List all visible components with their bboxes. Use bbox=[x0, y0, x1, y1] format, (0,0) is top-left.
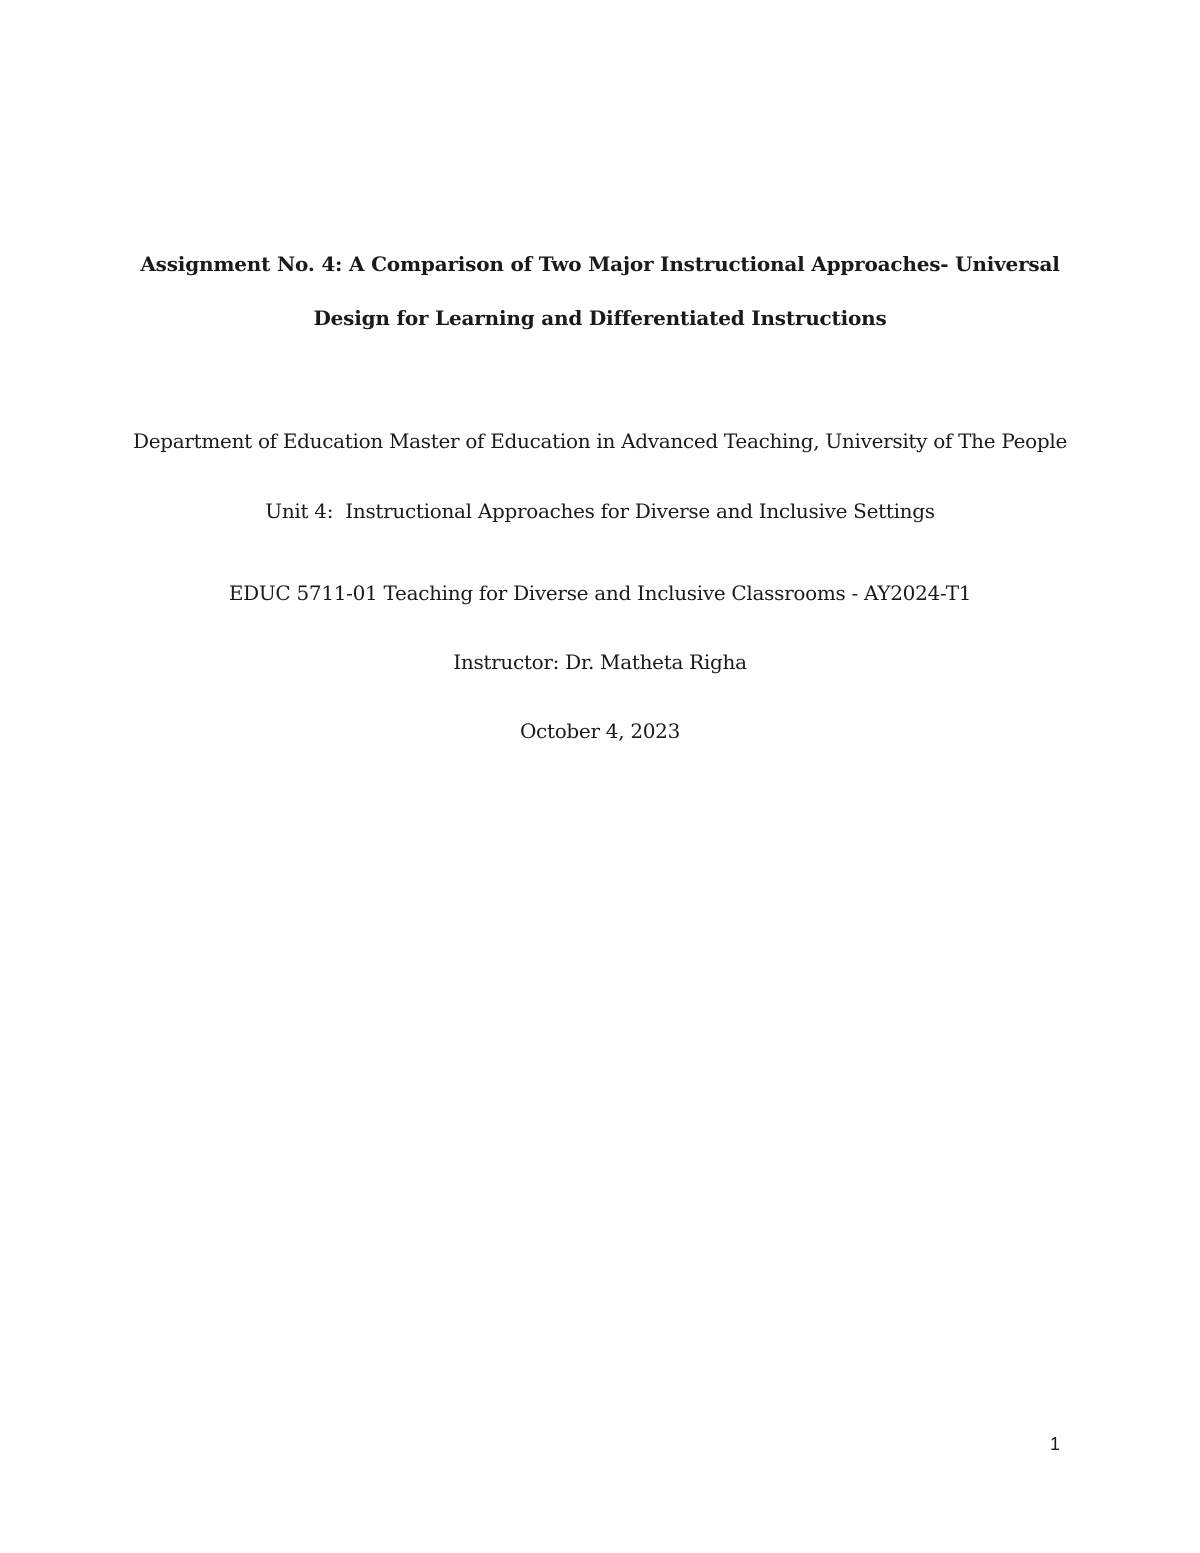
page-number: 1 bbox=[1049, 1434, 1060, 1454]
department-line: Department of Education Master of Education in Advanced Teaching, University of The People bbox=[132, 429, 1068, 453]
instructor-line: Instructor: Dr. Matheta Righa bbox=[453, 650, 747, 674]
unit-line: Unit 4: Instructional Approaches for Diverse and Inclusive Settings bbox=[265, 499, 935, 523]
title-line-2: Design for Learning and Differentiated Instructions bbox=[313, 306, 887, 330]
course-line: EDUC 5711-01 Teaching for Diverse and Inclusive Classrooms - AY2024-T1 bbox=[228, 581, 972, 605]
date-line: October 4, 2023 bbox=[519, 719, 681, 743]
title-line-1: Assignment No. 4: A Comparison of Two Major Instructional Approaches- Universal bbox=[140, 252, 1060, 276]
